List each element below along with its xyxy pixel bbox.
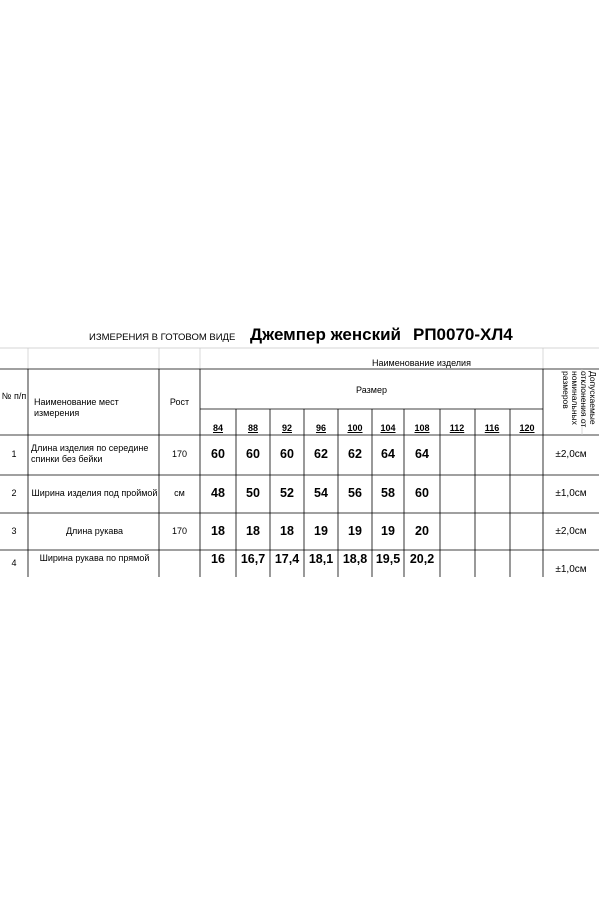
col-name-header: Наименование мест измерения (34, 397, 119, 418)
size-value: 48 (211, 486, 225, 500)
size-value: 18 (211, 523, 225, 538)
size-label: 92 (281, 423, 292, 433)
size-value: 18,8 (342, 552, 368, 566)
size-value: 64 (381, 447, 395, 461)
tolerance-header (541, 369, 599, 431)
row-number: 1 (11, 449, 17, 459)
size-value: 18 (280, 523, 294, 538)
product-code: РП0070-ХЛ4 (413, 325, 513, 344)
measurement-name: Длина рукава (65, 525, 124, 536)
product-name-header: Наименование изделия (372, 358, 471, 368)
tolerance-value: ±1,0см (555, 488, 587, 499)
size-label: 84 (212, 423, 223, 433)
col-num-label: № п/п (1, 391, 27, 401)
size-label: 100 (347, 423, 363, 433)
size-value: 60 (246, 447, 260, 461)
size-value: 19 (314, 523, 328, 538)
size-label: 108 (414, 423, 430, 433)
col-num-header (0, 391, 28, 402)
size-value: 60 (211, 447, 225, 461)
tolerance-line-4: размеров (561, 371, 571, 409)
size-header: Размер (356, 385, 387, 395)
size-value: 60 (415, 486, 429, 500)
size-value: 18,1 (308, 552, 334, 566)
size-label: 104 (380, 423, 396, 433)
size-value: 17,4 (274, 552, 300, 566)
row-number: 2 (11, 488, 17, 498)
size-label: 88 (247, 423, 258, 433)
tolerance-line-1: Допускаемые (588, 371, 598, 425)
size-value: 19 (348, 523, 362, 538)
size-value: 64 (415, 447, 429, 461)
tolerance-value: ±2,0см (555, 525, 587, 537)
product-title: Джемпер женский (250, 325, 401, 344)
measurement-table (0, 321, 599, 577)
caption: ИЗМЕРЕНИЯ В ГОТОВОМ ВИДЕ (89, 332, 236, 343)
size-label: 112 (449, 423, 465, 433)
size-value: 19 (381, 523, 395, 538)
size-value: 54 (314, 486, 328, 500)
row-number: 3 (11, 525, 17, 536)
size-value: 60 (280, 447, 294, 461)
table-title (0, 321, 599, 348)
size-value: 19,5 (375, 552, 401, 566)
size-value: 18 (246, 523, 260, 538)
size-value: 20 (415, 523, 429, 538)
row-height: 170 (171, 525, 188, 536)
tolerance-value: ±1,0см (555, 564, 587, 575)
size-value: 52 (280, 486, 294, 500)
row-height: 170 (171, 449, 188, 459)
measurement-name: Длина изделия по середине спинки без бейки (31, 443, 149, 464)
size-label: 120 (519, 423, 535, 433)
size-value: 62 (314, 447, 328, 461)
size-value: 58 (381, 486, 395, 500)
size-value: 50 (246, 486, 260, 500)
row-height: см (174, 488, 185, 498)
row-number: 4 (11, 558, 17, 568)
size-label: 96 (315, 423, 326, 433)
size-value: 20,2 (409, 552, 435, 566)
size-value: 56 (348, 486, 362, 500)
size-value: 16 (211, 552, 225, 566)
tolerance-value: ±2,0см (555, 449, 587, 460)
size-value: 62 (348, 447, 362, 461)
measurement-name: Ширина изделия под проймой (31, 488, 158, 498)
col-height-header: Рост (169, 397, 190, 407)
measurement-name: Ширина рукава по прямой (39, 553, 150, 563)
size-value: 16,7 (240, 552, 266, 566)
size-label: 116 (484, 423, 500, 433)
tolerance-line-3: номинальных (570, 371, 580, 425)
tolerance-line-2: отклонения от (579, 371, 589, 428)
